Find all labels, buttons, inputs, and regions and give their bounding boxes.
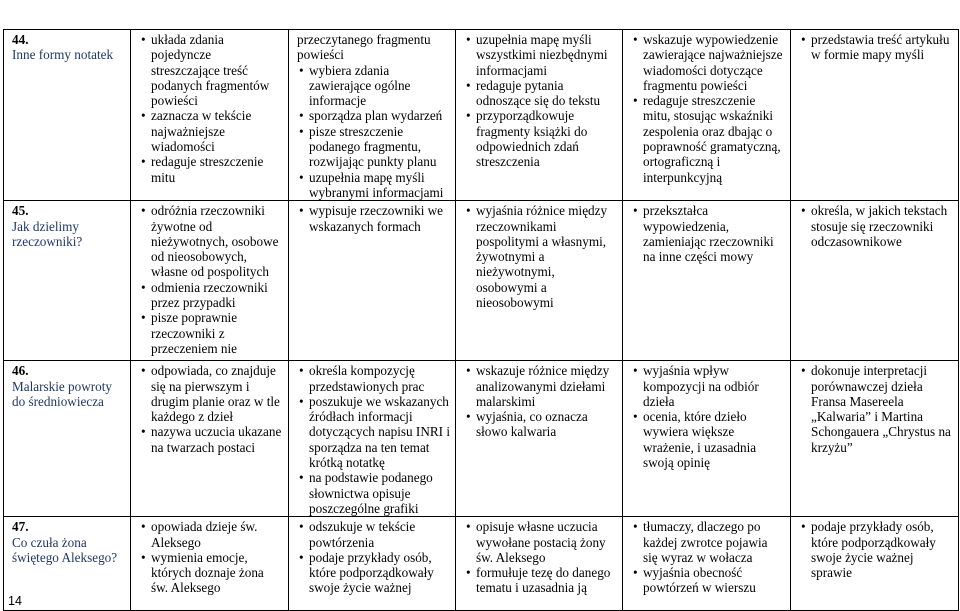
- list-item: • określa kompozycję przedstawionych prac: [297, 363, 450, 394]
- requirement-cell: [791, 361, 959, 517]
- list-item: • wybiera zdania zawierające ogólne informacje: [297, 63, 450, 109]
- requirement-list: [297, 63, 450, 201]
- requirement-cell: [791, 201, 959, 361]
- list-item: • formułuje tezę do danego tematu i uzasadnia ją: [464, 565, 617, 596]
- list-item: • podaje przykłady osób, które podporządkowały swoje życie ważnej sprawie: [799, 519, 953, 580]
- requirement-list: [139, 363, 283, 455]
- list-item: • zaznacza w tekście najważniejsze wiadomości: [139, 108, 283, 154]
- topic-number: 46.: [12, 363, 29, 379]
- curriculum-table: [3, 29, 959, 611]
- requirement-list: [799, 519, 953, 580]
- requirement-list: [297, 203, 450, 234]
- list-item: • wyjaśnia, co oznacza słowo kalwaria: [464, 409, 617, 440]
- topic-title: Jak dzielimy rzeczowniki?: [12, 218, 83, 249]
- requirement-cell: [456, 30, 623, 201]
- topic-number: 45.: [12, 203, 29, 219]
- list-item: • poszukuje we wskazanych źródłach informacji dotyczących napisu INRI i sporządza na ten temat krótką notatkę: [297, 394, 450, 470]
- page-number: 14: [8, 594, 22, 608]
- requirement-list: [464, 363, 617, 439]
- list-item: • tłumaczy, dlaczego po każdej zwrotce pojawia się wyraz w wołacza: [631, 519, 785, 565]
- topic-cell: [4, 30, 131, 201]
- requirement-list: [799, 32, 953, 63]
- requirement-list: [297, 363, 450, 516]
- list-item: • odpowiada, co znajduje się na pierwszym i drugim planie oraz w tle każdego z dzieł: [139, 363, 283, 424]
- list-item: • pisze poprawnie rzeczowniki z przeczeniem nie: [139, 310, 283, 356]
- requirement-cell: [623, 361, 791, 517]
- requirement-cell: [131, 201, 289, 361]
- requirement-cell: [791, 517, 959, 611]
- table-row: [4, 30, 959, 201]
- requirement-list: [464, 203, 617, 310]
- topic-number: 47.: [12, 519, 29, 535]
- list-item: • opowiada dzieje św. Aleksego: [139, 519, 283, 550]
- list-item: • wyjaśnia wpływ kompozycji na odbiór dzieła: [631, 363, 785, 409]
- requirement-cell: [456, 201, 623, 361]
- requirement-cell: [289, 517, 456, 611]
- topic-title: Co czuła żona świętego Aleksego?: [12, 534, 118, 565]
- list-item: • opisuje własne uczucia wywołane postacią żony św. Aleksego: [464, 519, 617, 565]
- requirement-list: [297, 519, 450, 595]
- requirement-list: [631, 203, 785, 264]
- table-row: [4, 361, 959, 517]
- requirement-list: [799, 203, 953, 249]
- requirement-list: [464, 519, 617, 595]
- topic-title: Inne formy notatek: [12, 47, 114, 63]
- list-item: • określa, w jakich tekstach stosuje się rzeczowniki odczasownikowe: [799, 203, 953, 249]
- continuation-text: przeczytanego fragmentu powieści: [297, 32, 431, 63]
- list-item: • wskazuje wypowiedzenie zawierające najważniejsze wiadomości dotyczące fragmentu powieści: [631, 32, 785, 93]
- list-item: • wskazuje różnice między analizowanymi dziełami malarskimi: [464, 363, 617, 409]
- requirement-list: [139, 203, 283, 356]
- list-item: • na podstawie podanego słownictwa opisuje poszczególne grafiki: [297, 470, 450, 516]
- requirement-cell: [131, 30, 289, 201]
- list-item: • uzupełnia mapę myśli wybranymi informacjami: [297, 170, 450, 201]
- list-item: • sporządza plan wydarzeń: [297, 108, 450, 123]
- list-item: • ocenia, które dzieło wywiera większe wrażenie, i uzasadnia swoją opinię: [631, 409, 785, 470]
- topic-number: 44.: [12, 32, 29, 47]
- requirement-cell: [623, 30, 791, 201]
- list-item: • wymienia emocje, których doznaje żona św. Aleksego: [139, 550, 283, 596]
- table-row: [4, 517, 959, 611]
- list-item: • pisze streszczenie podanego fragmentu, rozwijając punkty planu: [297, 124, 450, 170]
- requirement-list: [631, 32, 785, 185]
- list-item: • wyjaśnia obecność powtórzeń w wierszu: [631, 565, 785, 596]
- requirement-cell: [456, 361, 623, 517]
- list-item: • przekształca wypowiedzenia, zamieniając rzeczowniki na inne części mowy: [631, 203, 785, 264]
- list-item: • redaguje streszczenie mitu, stosując wskaźniki zespolenia oraz dbając o poprawność gramatyczną, ortograficzną i interpunkcyjną: [631, 93, 785, 185]
- list-item: • redaguje streszczenie mitu: [139, 154, 283, 185]
- requirement-cell: [623, 517, 791, 611]
- list-item: • przyporządkowuje fragmenty książki do odpowiednich zdań streszczenia: [464, 108, 617, 169]
- requirement-list: [631, 519, 785, 595]
- requirement-cell: [131, 517, 289, 611]
- topic-cell: [4, 361, 131, 517]
- list-item: • wypisuje rzeczowniki we wskazanych formach: [297, 203, 450, 234]
- requirement-list: [799, 363, 953, 455]
- topic-cell: [4, 201, 131, 361]
- list-item: • uzupełnia mapę myśli wszystkimi niezbędnymi informacjami: [464, 32, 617, 78]
- requirement-list: [139, 519, 283, 595]
- list-item: • przedstawia treść artykułu w formie mapy myśli: [799, 32, 953, 63]
- requirement-list: [631, 363, 785, 470]
- topic-title: Malarskie powroty do średniowiecza: [12, 378, 112, 409]
- requirement-list: [139, 32, 283, 185]
- list-item: • odróżnia rzeczowniki żywotne od nieżywotnych, osobowe od nieosobowych, własne od pospolitych: [139, 203, 283, 279]
- list-item: • dokonuje interpretacji porównawczej dzieła Fransa Masereela „Kalwaria” i Martina Schongauera „Chrystus na krzyżu”: [799, 363, 953, 455]
- list-item: • podaje przykłady osób, które podporządkowały swoje życie ważnej: [297, 550, 450, 596]
- requirement-cell: [791, 30, 959, 201]
- list-item: • wyjaśnia różnice między rzeczownikami pospolitymi a własnymi, żywotnymi a nieżywotnymi, osobowymi a nieosobowymi: [464, 203, 617, 310]
- requirement-cell: [289, 30, 456, 201]
- list-item: • odszukuje w tekście powtórzenia: [297, 519, 450, 550]
- requirement-cell: [456, 517, 623, 611]
- requirement-cell: [623, 201, 791, 361]
- topic-cell: [4, 517, 131, 611]
- requirement-cell: [289, 201, 456, 361]
- list-item: • redaguje pytania odnoszące się do tekstu: [464, 78, 617, 109]
- list-item: • odmienia rzeczowniki przez przypadki: [139, 280, 283, 311]
- requirement-cell: [289, 361, 456, 517]
- list-item: • nazywa uczucia ukazane na twarzach postaci: [139, 424, 283, 455]
- requirement-list: [464, 32, 617, 170]
- requirement-cell: [131, 361, 289, 517]
- list-item: • układa zdania pojedyncze streszczające treść podanych fragmentów powieści: [139, 32, 283, 108]
- table-row: [4, 201, 959, 361]
